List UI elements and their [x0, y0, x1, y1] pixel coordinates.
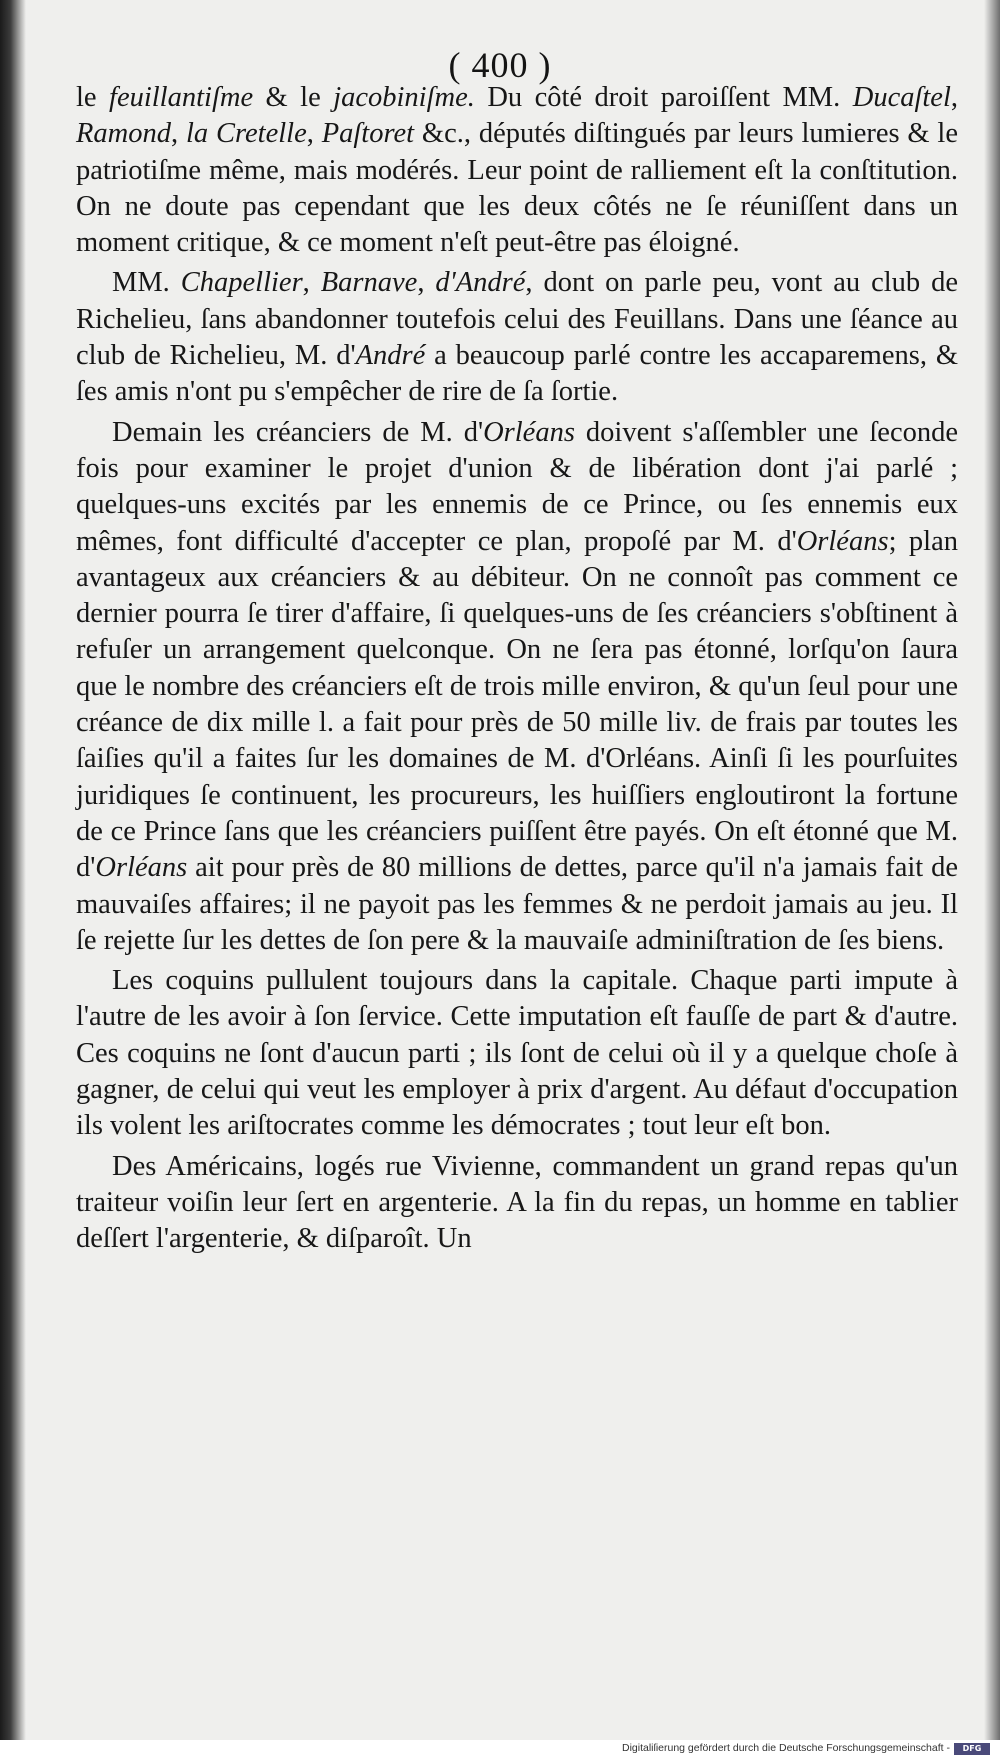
text-run: , dont on parle peu, vont au club de Richelieu, ſans abandonner toutefois celui des Feuillans. Dans une ſéance au club de Richelieu, M. d': [76, 267, 959, 372]
text-run: ,: [950, 82, 958, 113]
footer-bar: [0, 1740, 1000, 1758]
italic-name: Chapellier: [180, 267, 303, 299]
body-text: [76, 80, 958, 1262]
text-run: le: [76, 82, 110, 113]
paragraph: [76, 415, 958, 959]
text-run: ,: [302, 267, 321, 299]
italic-name: d'André: [435, 267, 526, 299]
text-run: ait pour près de 80 millions de dettes, parce qu'il n'a jamais fait de mauvaiſes affaires; il ne payoit pas les femmes & ne perdoit jamais au jeu. Il ſe rejette ſur les dettes de ſon pere & la mauvaiſe adminiſtration de ſes biens.: [76, 852, 958, 956]
text-run: Demain les créanciers de M. d': [112, 416, 484, 448]
text-run: ; plan avantageux aux créanciers & au débiteur. On ne connoît pas comment ce dernier pourra ſe tirer d'affaire, ſi quelques-uns de ſes créanciers s'obſtinent à refuſer un arrangement quelconque. On ne ſera pas étonné, lorſqu'on ſaura que le nombre des créanciers eſt de trois mille environ, & qu'un ſeul pour une créance de dix mille l. a fait pour près de 50 mille liv. de frais par toutes les ſaiſies qu'il a faites ſur les domaines de M. d'Orléans. Ainſi ſi les pourſuites juridiques ſe continuent, les procureurs, les huiſſiers engloutiront la fortune de ce Prince ſans que les créanciers puiſſent être payés. On eſt étonné que M. d': [76, 525, 958, 884]
text-run: Du côté droit paroiſſent MM.: [474, 82, 853, 113]
text-run: & le: [253, 82, 334, 113]
italic-name: feuillantiſme: [109, 82, 254, 113]
italic-name: Orléans: [483, 416, 575, 448]
italic-name: Ramond: [76, 118, 171, 150]
text-run: doivent s'aſſembler une ſeconde fois pour examiner le projet d'union & de libération dont j'ai parlé ; quelques-uns excités par les ennemis de ce Prince, ou ſes ennemis eux mêmes, font difficulté d'accepter ce plan, propoſé par M. d': [76, 416, 959, 557]
text-run: ,: [417, 267, 436, 299]
paragraph: [76, 265, 958, 410]
page-number: ( 400 ): [448, 45, 552, 85]
text-run: MM.: [112, 267, 181, 299]
text-run: a beaucoup parlé contre les accaparemens, & ſes amis n'ont pu s'empêcher de rire de ſa ſortie.: [76, 340, 958, 408]
italic-name: André: [355, 340, 426, 372]
italic-name: Ducaſtel: [852, 82, 951, 113]
paragraph: [76, 963, 958, 1144]
footer-credit: Digitaliſierung gefördert durch die Deutsche Forschungsgemeinschaft -: [621, 1742, 950, 1754]
dfg-logo: DFG: [954, 1743, 990, 1755]
text-run: &c., députés diſtingués par leurs lumieres & le patriotiſme même, mais modérés. Leur point de ralliement eſt la conſtitution. On ne doute pas cependant que les deux côtés ne ſe réuniſſent dans un moment critique, & ce moment n'eſt peut-être pas éloigné.: [76, 118, 959, 259]
text-run: ,: [306, 118, 322, 150]
italic-name: Orléans: [796, 525, 889, 557]
paragraph: [76, 80, 958, 261]
text-run: ,: [171, 118, 186, 150]
italic-name: Orléans: [95, 852, 188, 884]
italic-name: la Cretelle: [185, 118, 307, 150]
italic-name: Paſtoret: [321, 118, 415, 150]
text-run: Les coquins pullulent toujours dans la capitale. Chaque parti impute à l'autre de les avoir à ſon ſervice. Cette imputation eſt fauſſe de part & d'autre. Ces coquins ne ſont d'aucun parti ; ils ſont de celui où il y a quelque choſe à gagner, de celui qui veut les employer à prix d'argent. Au défaut d'occupation ils volent les ariſtocrates comme les démocrates ; tout leur eſt bon.: [76, 965, 958, 1142]
italic-name: Barnave: [320, 267, 418, 299]
italic-name: jacobiniſme.: [333, 82, 475, 113]
text-run: Des Américains, logés rue Vivienne, commandent un grand repas qu'un traiteur voiſin leur ſert en argenterie. A la fin du repas, un homme en tablier deſſert l'argenterie, & diſparoît. Un: [76, 1150, 958, 1255]
paragraph: [76, 1149, 958, 1258]
